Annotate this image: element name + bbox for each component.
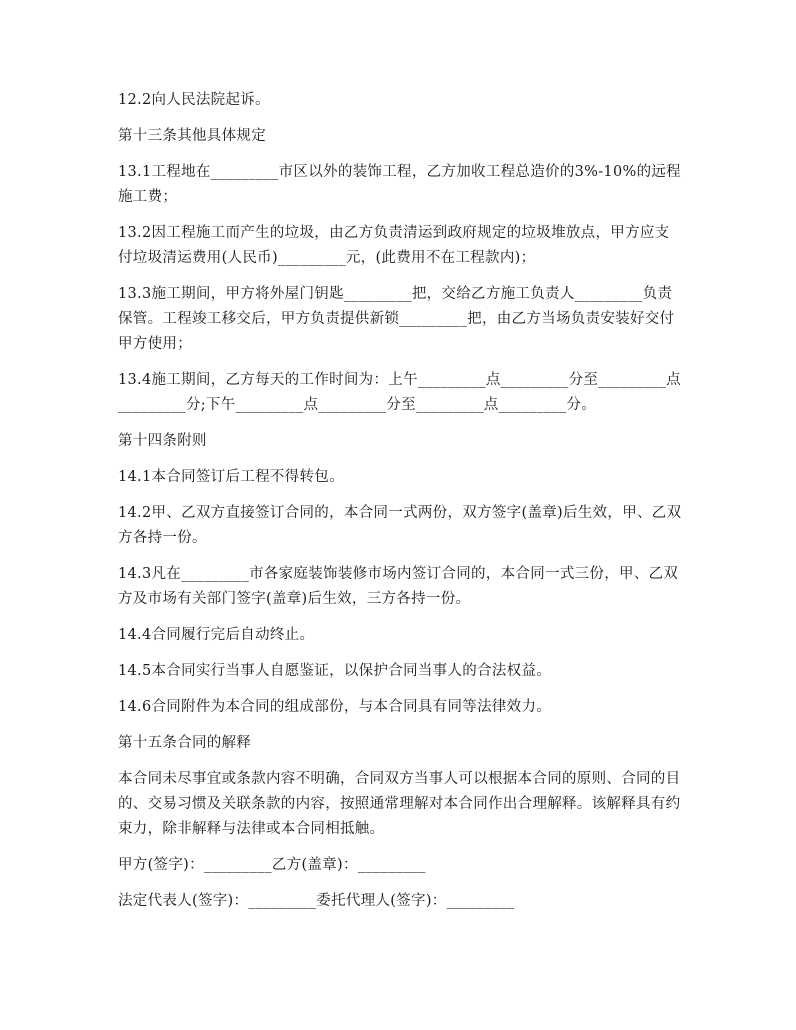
clause-14-4: 14.4合同履行完后自动终止。 bbox=[118, 627, 315, 643]
clause-13-3: 13.3施工期间，甲方将外屋门钥匙_________把，交给乙方施工负责人_________负责保管。工程竣工移交后，甲方负责提供新锁_________把，由乙方当场负责安装好交付甲方使用； bbox=[118, 286, 675, 352]
clause-14-3: 14.3凡在_________市各家庭装饰装修市场内签订合同的，本合同一式三份，甲、乙双方及市场有关部门签字(盖章)后生效，三方各持一份。 bbox=[118, 566, 679, 607]
signature-party-line: 甲方(签字)：_________乙方(盖章)：_________ bbox=[118, 857, 426, 873]
clause-12-2: 12.2向人民法院起诉。 bbox=[118, 92, 270, 108]
interpretation-paragraph: 本合同未尽事宜或条款内容不明确，合同双方当事人可以根据本合同的原则、合同的目的、交易习惯及关联条款的内容，按照通常理解对本合同作出合理解释。该解释具有约束力，除非解释与法律或本合同相抵触。 bbox=[118, 771, 681, 837]
clause-13-1: 13.1工程地在_________市区以外的装饰工程，乙方加收工程总造价的3%-10%的远程施工费； bbox=[118, 164, 681, 205]
document-body bbox=[118, 88, 684, 925]
clause-14-5: 14.5本合同实行当事人自愿鉴证，以保护合同当事人的合法权益。 bbox=[118, 663, 552, 679]
article-15-heading: 第十五条合同的解释 bbox=[118, 735, 252, 751]
clause-13-4: 13.4施工期间，乙方每天的工作时间为：上午_________点_________分至_________点_________分;下午_________点_________分至_________点_________分。 bbox=[118, 372, 681, 413]
article-13-heading: 第十三条其他具体规定 bbox=[118, 128, 266, 144]
clause-14-1: 14.1本合同签订后工程不得转包。 bbox=[118, 469, 344, 485]
clause-13-2: 13.2因工程施工而产生的垃圾，由乙方负责清运到政府规定的垃圾堆放点，甲方应支付垃圾清运费用(人民币)_________元，(此费用不在工程款内)； bbox=[118, 225, 670, 266]
clause-14-2: 14.2甲、乙双方直接签订合同的，本合同一式两份，双方签字(盖章)后生效，甲、乙双方各持一份。 bbox=[118, 505, 682, 546]
signature-representative-line: 法定代表人(签字)：_________委托代理人(签字)：_________ bbox=[118, 893, 515, 909]
article-14-heading: 第十四条附则 bbox=[118, 433, 207, 449]
clause-14-6: 14.6合同附件为本合同的组成部份，与本合同具有同等法律效力。 bbox=[118, 699, 552, 715]
